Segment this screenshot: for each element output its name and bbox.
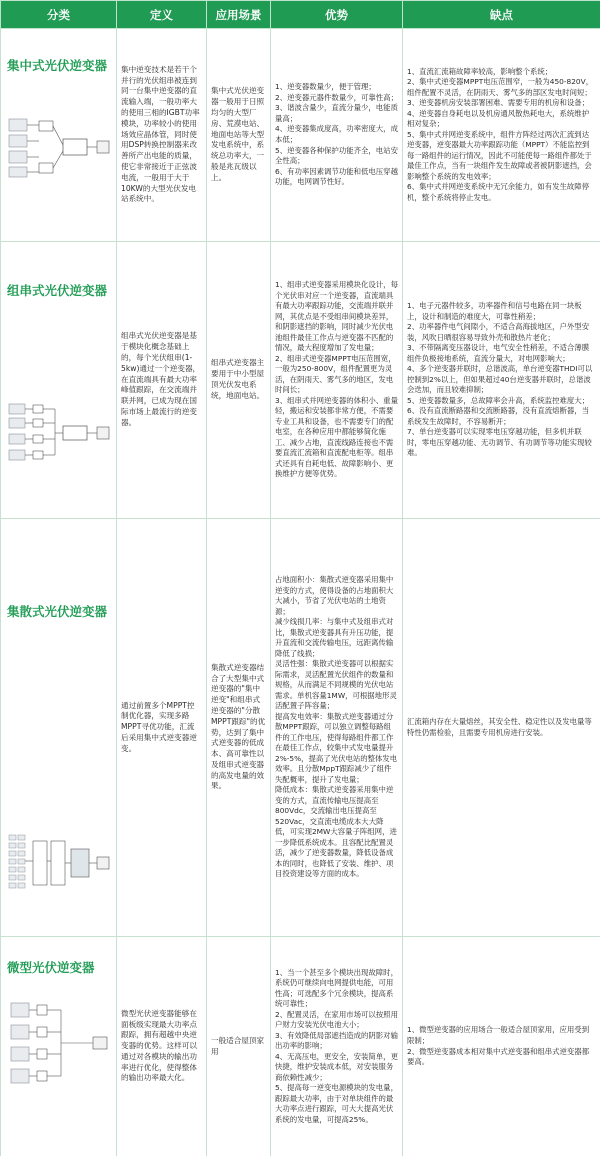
header-disadvantages: 缺点 (403, 1, 600, 29)
category-cell (1, 29, 117, 242)
advantages-cell: 1、组串式逆变器采用模块化设计，每个光伏串对应一个逆变器，直流端具有最大功率跟踪功能，交流端并联并网，其优点是不受组串间模块差异，和阴影遮挡的影响，同时减少光伏电池组件最佳工作点与逆变器不匹配的情况，最大程度增加了发电量； 2、组串式逆变器MPPT电压范围宽，一般为250-800V，组件配置更为灵活，在阴雨天、雾气多的地区，发电时间长； 3、组串式并网逆变器的体积小、重量轻，搬运和安装都非常方便，不需要专业工具和设备，也不需要专门的配电室，在各种应用中都能够简化施工、减少占地，直流线路连接也不需要直流汇流箱和直流配电柜等。组串式还具有自耗电低、故障影响小、更换维护方便等优势。 (271, 242, 403, 519)
disadvantages-cell: 1、微型逆变器的应用场合一般适合屋顶家用，应用受到限制； 2、微型逆变器成本相对集中式逆变器和组串式逆变器都要高。 (403, 937, 600, 1156)
scenario-cell: 集中式光伏逆变器一般用于日照均匀的大型厂房、荒漠电站、地面电站等大型发电系统中，系统总功率大，一般是兆瓦级以上。 (207, 29, 271, 242)
distributed-inverter-diagram (7, 831, 111, 895)
category-title: 微型光伏逆变器 (7, 960, 95, 975)
table-row (1, 242, 600, 519)
scenario-cell: 一般适合屋顶家用 (207, 937, 271, 1156)
definition-cell: 组串式光伏逆变器是基于模块化概念基础上的，每个光伏组串(1-5kw)通过一个逆变器，在直流端具有最大功率峰值跟踪，在交流端并联并网，已成为现在国际市场上最流行的逆变器。 (117, 242, 207, 519)
advantages-cell: 占地面积小：集散式逆变器采用集中逆变的方式，使得设备的占地面积大大减小，节省了光伏电站的土地资源； 减少线损几率：与集中式及组串式对比，集散式逆变器具有升压功能，提升直流和交流传输电压，远距离传输降低了线损； 灵活性强：集散式逆变器可以根据实际需求，灵活配置光伏组件的数量和规格，从而满足不同规模的光伏电站需求。单机容量1MW，可根据地形灵活配置子阵容量； 提高发电效率：集散式逆变器通过分散MPPT跟踪，可以独立调整每路组件的工作电压，使得每路组件都工作在最佳工作点，较集中式发电量提升2%-5%，提高了光伏电站的整体发电效率。且分散MppT跟踪减少了组件失配概率，提升了发电量； 降低成本：集散式逆变器采用集中逆变的方式，直流传输电压提高至800Vdc，交流输出电压提高至520Vac，交直流电缆成本大大降低，可实现2MW大容量子阵组网，进一步降低系统成本。且容配比配置灵活，减少了逆变器数量，降低设备成本的同时，也降低了安装、维护、项目投资建设等方面的成本。 (271, 519, 403, 937)
category-title: 集散式光伏逆变器 (7, 604, 108, 619)
header-row (1, 1, 600, 29)
header-scenario: 应用场景 (207, 1, 271, 29)
micro-inverter-diagram (7, 999, 111, 1089)
scenario-cell: 集散式逆变器结合了大型集中式逆变器的"集中逆变"和组串式逆变器的"分散MPPT跟踪"的优势，达到了集中式逆变器的低成本、高可靠性以及组串式逆变器的高发电量的效果。 (207, 519, 271, 937)
table-row (1, 937, 600, 1156)
advantages-cell: 1、当一个甚至多个模块出现故障时，系统仍可继续向电网提供电能，可用性高；可选配多个冗余模块，提高系统可靠性； 2、配置灵活，在家用市场可以按照用户财力安装光伏电池大小； 3、有效降低局部遮挡造成的阴影对输出功率的影响； 4、无高压电，更安全，安装简单，更快捷，维护安装成本低，对安装服务商依赖性减少； 5、提高每一逆变电源模块的发电量，跟踪最大功率，由于对单块组件的最大功率点进行跟踪，可大大提高光伏系统的发电量，可提高25%。 (271, 937, 403, 1156)
disadvantages-cell: 1、电子元器件较多，功率器件和信号电路在同一块板上，设计和制造的难度大，可靠性稍差； 2、功率器件电气间隙小，不适合高海拔地区，户外型安装，风吹日晒很容易导致外壳和散热片老化； 3、不带隔离变压器设计，电气安全性稍差，不适合薄膜组件负极接地系统，直流分量大，对电网影响大； 4、多个逆变器并联时，总谐波高，单台逆变器THDI可以控制到2%以上，但如果超过40台逆变器并联时，总谐波会迭加，而且较难抑制； 5、逆变器数量多，总故障率会升高，系统监控难度大； 6、没有直流断路器和交流断路器，没有直流熔断器，当系统发生故障时，不容易断开； 7、单台逆变器可以实现零电压穿越功能，但多机并联时，零电压穿越功能、无功调节、有功调节等功能实现较难。 (403, 242, 600, 519)
scenario-cell: 组串式逆变器主要用于中小型屋顶光伏发电系统，地面电站。 (207, 242, 271, 519)
definition-cell: 通过前置多个MPPT控制优化器，实现多路MPPT寻优功能，汇流后采用集中式逆变器逆变。 (117, 519, 207, 937)
category-title: 集中式光伏逆变器 (7, 58, 108, 73)
table-row (1, 29, 600, 242)
category-cell (1, 519, 117, 937)
header-category: 分类 (1, 1, 117, 29)
header-advantages: 优势 (271, 1, 403, 29)
table-row (1, 519, 600, 937)
category-title: 组串式光伏逆变器 (7, 283, 108, 298)
category-cell (1, 242, 117, 519)
string-inverter-diagram (7, 400, 111, 464)
definition-cell: 微型光伏逆变器能够在面板级实现最大功率点跟踪，拥有超越中央逆变器的优势。这样可以通过对各模块的输出功率进行优化，使得整体的输出功率最大化。 (117, 937, 207, 1156)
definition-cell: 集中逆变技术是若干个并行的光伏组串被连到同一台集中逆变器的直流输入端，一般功率大的使用三相的IGBT功率模块，功率较小的使用场效应晶体管，同时使用DSP转换控制器来改善所产出电能的质量，使它非常接近于正弦波电流，一般用于大于10KW的大型光伏发电站系统中。 (117, 29, 207, 242)
disadvantages-cell: 1、直流汇流箱故障率较高，影响整个系统； 2、集中式逆变器MPPT电压范围窄，一般为450-820V，组件配置不灵活，在阴雨天、雾气多的部区发电时间短； 3、逆变器机房安装部署困难、需要专用的机房和设备； 4、逆变器自身耗电以及机房通风散热耗电大，系统维护相对复杂； 5、集中式并网逆变系统中，组件方阵经过两次汇流到达逆变器，逆变器最大功率跟踪功能（MPPT）不能监控到每一路组件的运行情况，因此不可能使每一路组件都处于最佳工作点，当有一块组件发生故障或者被阴影遮挡，会影响整个系统的发电效率； 6、集中式并网逆变系统中无冗余能力，如有发生故障停机，整个系统将停止发电。 (403, 29, 600, 242)
disadvantages-cell: 汇流箱内存在大量熔丝，其安全性、稳定性以及发电量等特性仍需检验，且需要专用机房进行安装。 (403, 519, 600, 937)
advantages-cell: 1、逆变器数量少，便于管理； 2、逆变器元器件数量少，可靠性高； 3、谐波含量少，直流分量少，电能质量高； 4、逆变器集成度高，功率密度大，成本低； 5、逆变器各种保护功能齐全，电站安全性高； 6、有功率因素调节功能和低电压穿越功能，电网调节性好。 (271, 29, 403, 242)
centralized-inverter-diagram (7, 115, 111, 179)
header-definition: 定义 (117, 1, 207, 29)
category-cell (1, 937, 117, 1156)
